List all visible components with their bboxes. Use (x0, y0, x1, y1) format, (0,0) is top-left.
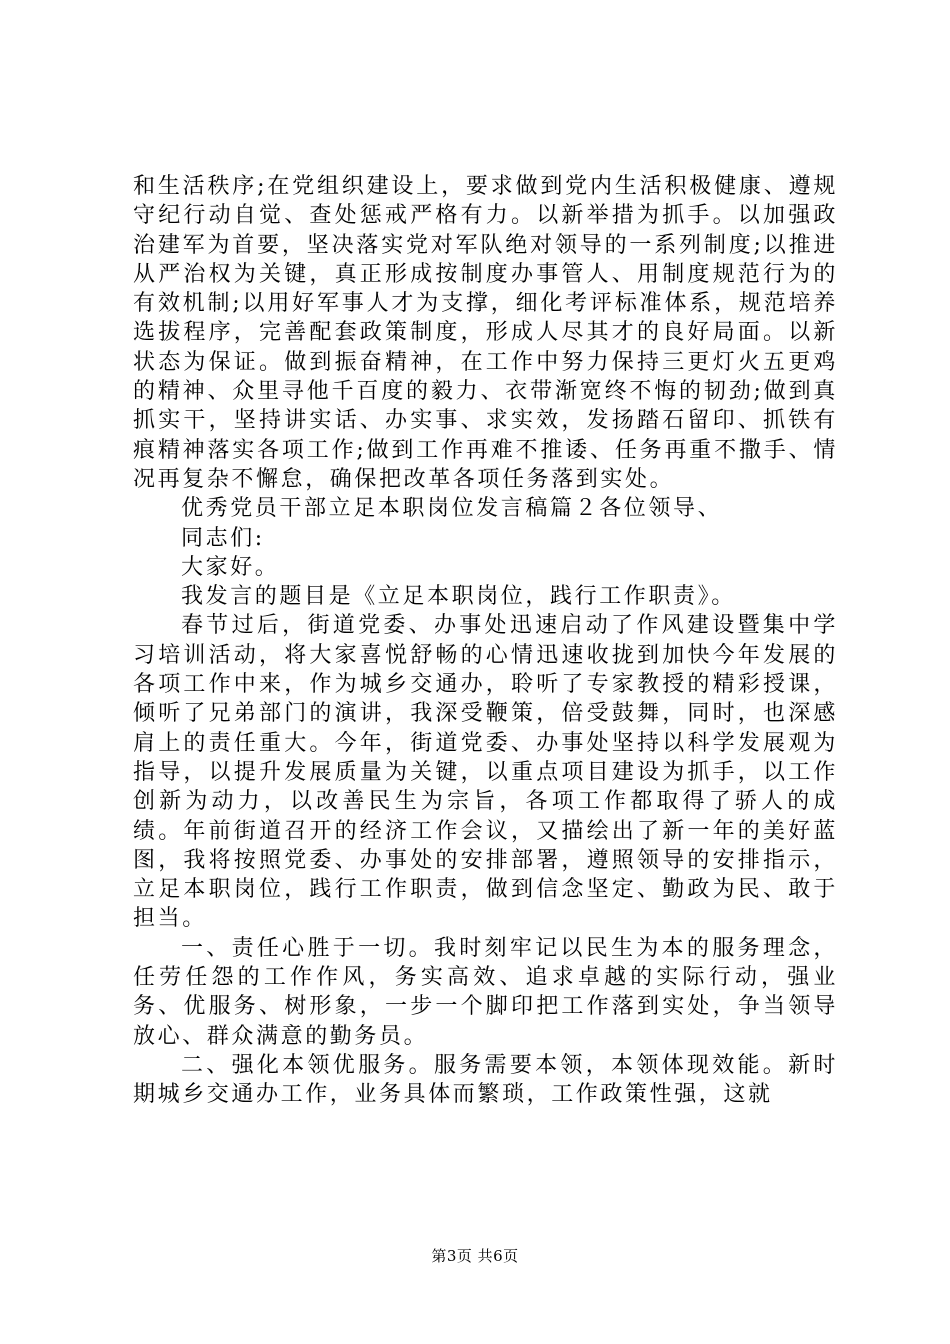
paragraph-spring-festival: 春节过后，街道党委、办事处迅速启动了作风建设暨集中学习培训活动，将大家喜悦舒畅的心情迅速收拢到加快今年发展的各项工作中来，作为城乡交通办，聆听了专家教授的精彩授课，倾听了兄弟部门的演讲，我深受鞭策，倍受鼓舞，同时，也深感肩上的责任重大。今年，街道党委、办事处坚持以科学发展观为指导，以提升发展质量为关键，以重点项目建设为抓手，以工作创新为动力，以改善民生为宗旨，各项工作都取得了骄人的成绩。年前街道召开的经济工作会议，又描绘出了新一年的美好蓝图，我将按照党委、办事处的安排部署，遵照领导的安排指示，立足本职岗位，践行工作职责，做到信念坚定、勤政为民、敢于担当。 (133, 613, 838, 932)
page-number-footer: 第3页 共6页 (431, 1247, 519, 1265)
paragraph-salutation: 同志们: (181, 525, 265, 551)
paragraph-point-two: 二、强化本领优服务。服务需要本领，本领体现效能。新时期城乡交通办工作，业务具体而繁琐，工作政策性强，这就 (133, 1052, 838, 1108)
paragraph-speech-title: 优秀党员干部立足本职岗位发言稿篇２各位领导、 (181, 496, 723, 522)
paragraph-point-one: 一、责任心胜于一切。我时刻牢记以民生为本的服务理念，任劳任怨的工作作风，务实高效、追求卓越的实际行动，强业务、优服务、树形象，一步一个脚印把工作落到实处，争当领导放心、群众满意的勤务员。 (133, 935, 838, 1049)
document-body (133, 172, 838, 1110)
paragraph-greeting: 大家好。 (181, 554, 280, 580)
paragraph-topic: 我发言的题目是《立足本职岗位，践行工作职责》。 (181, 584, 736, 610)
paragraph-continuation: 和生活秩序;在党组织建设上，要求做到党内生活积极健康、遵规守纪行动自觉、查处惩戒严格有力。以新举措为抓手。以加强政治建军为首要，坚决落实党对军队绝对领导的一系列制度;以推进从严治权为关键，真正形成按制度办事管人、用制度规范行为的有效机制;以用好军事人才为支撑，细化考评标准体系，规范培养选拔程序，完善配套政策制度，形成人尽其才的良好局面。以新状态为保证。做到振奋精神，在工作中努力保持三更灯火五更鸡的精神、众里寻他千百度的毅力、衣带渐宽终不悔的韧劲;做到真抓实干，坚持讲实话、办实事、求实效，发扬踏石留印、抓铁有痕精神落实各项工作;做到工作再难不推诿、任务再重不撒手、情况再复杂不懈怠，确保把改革各项任务落到实处。 (133, 174, 838, 492)
